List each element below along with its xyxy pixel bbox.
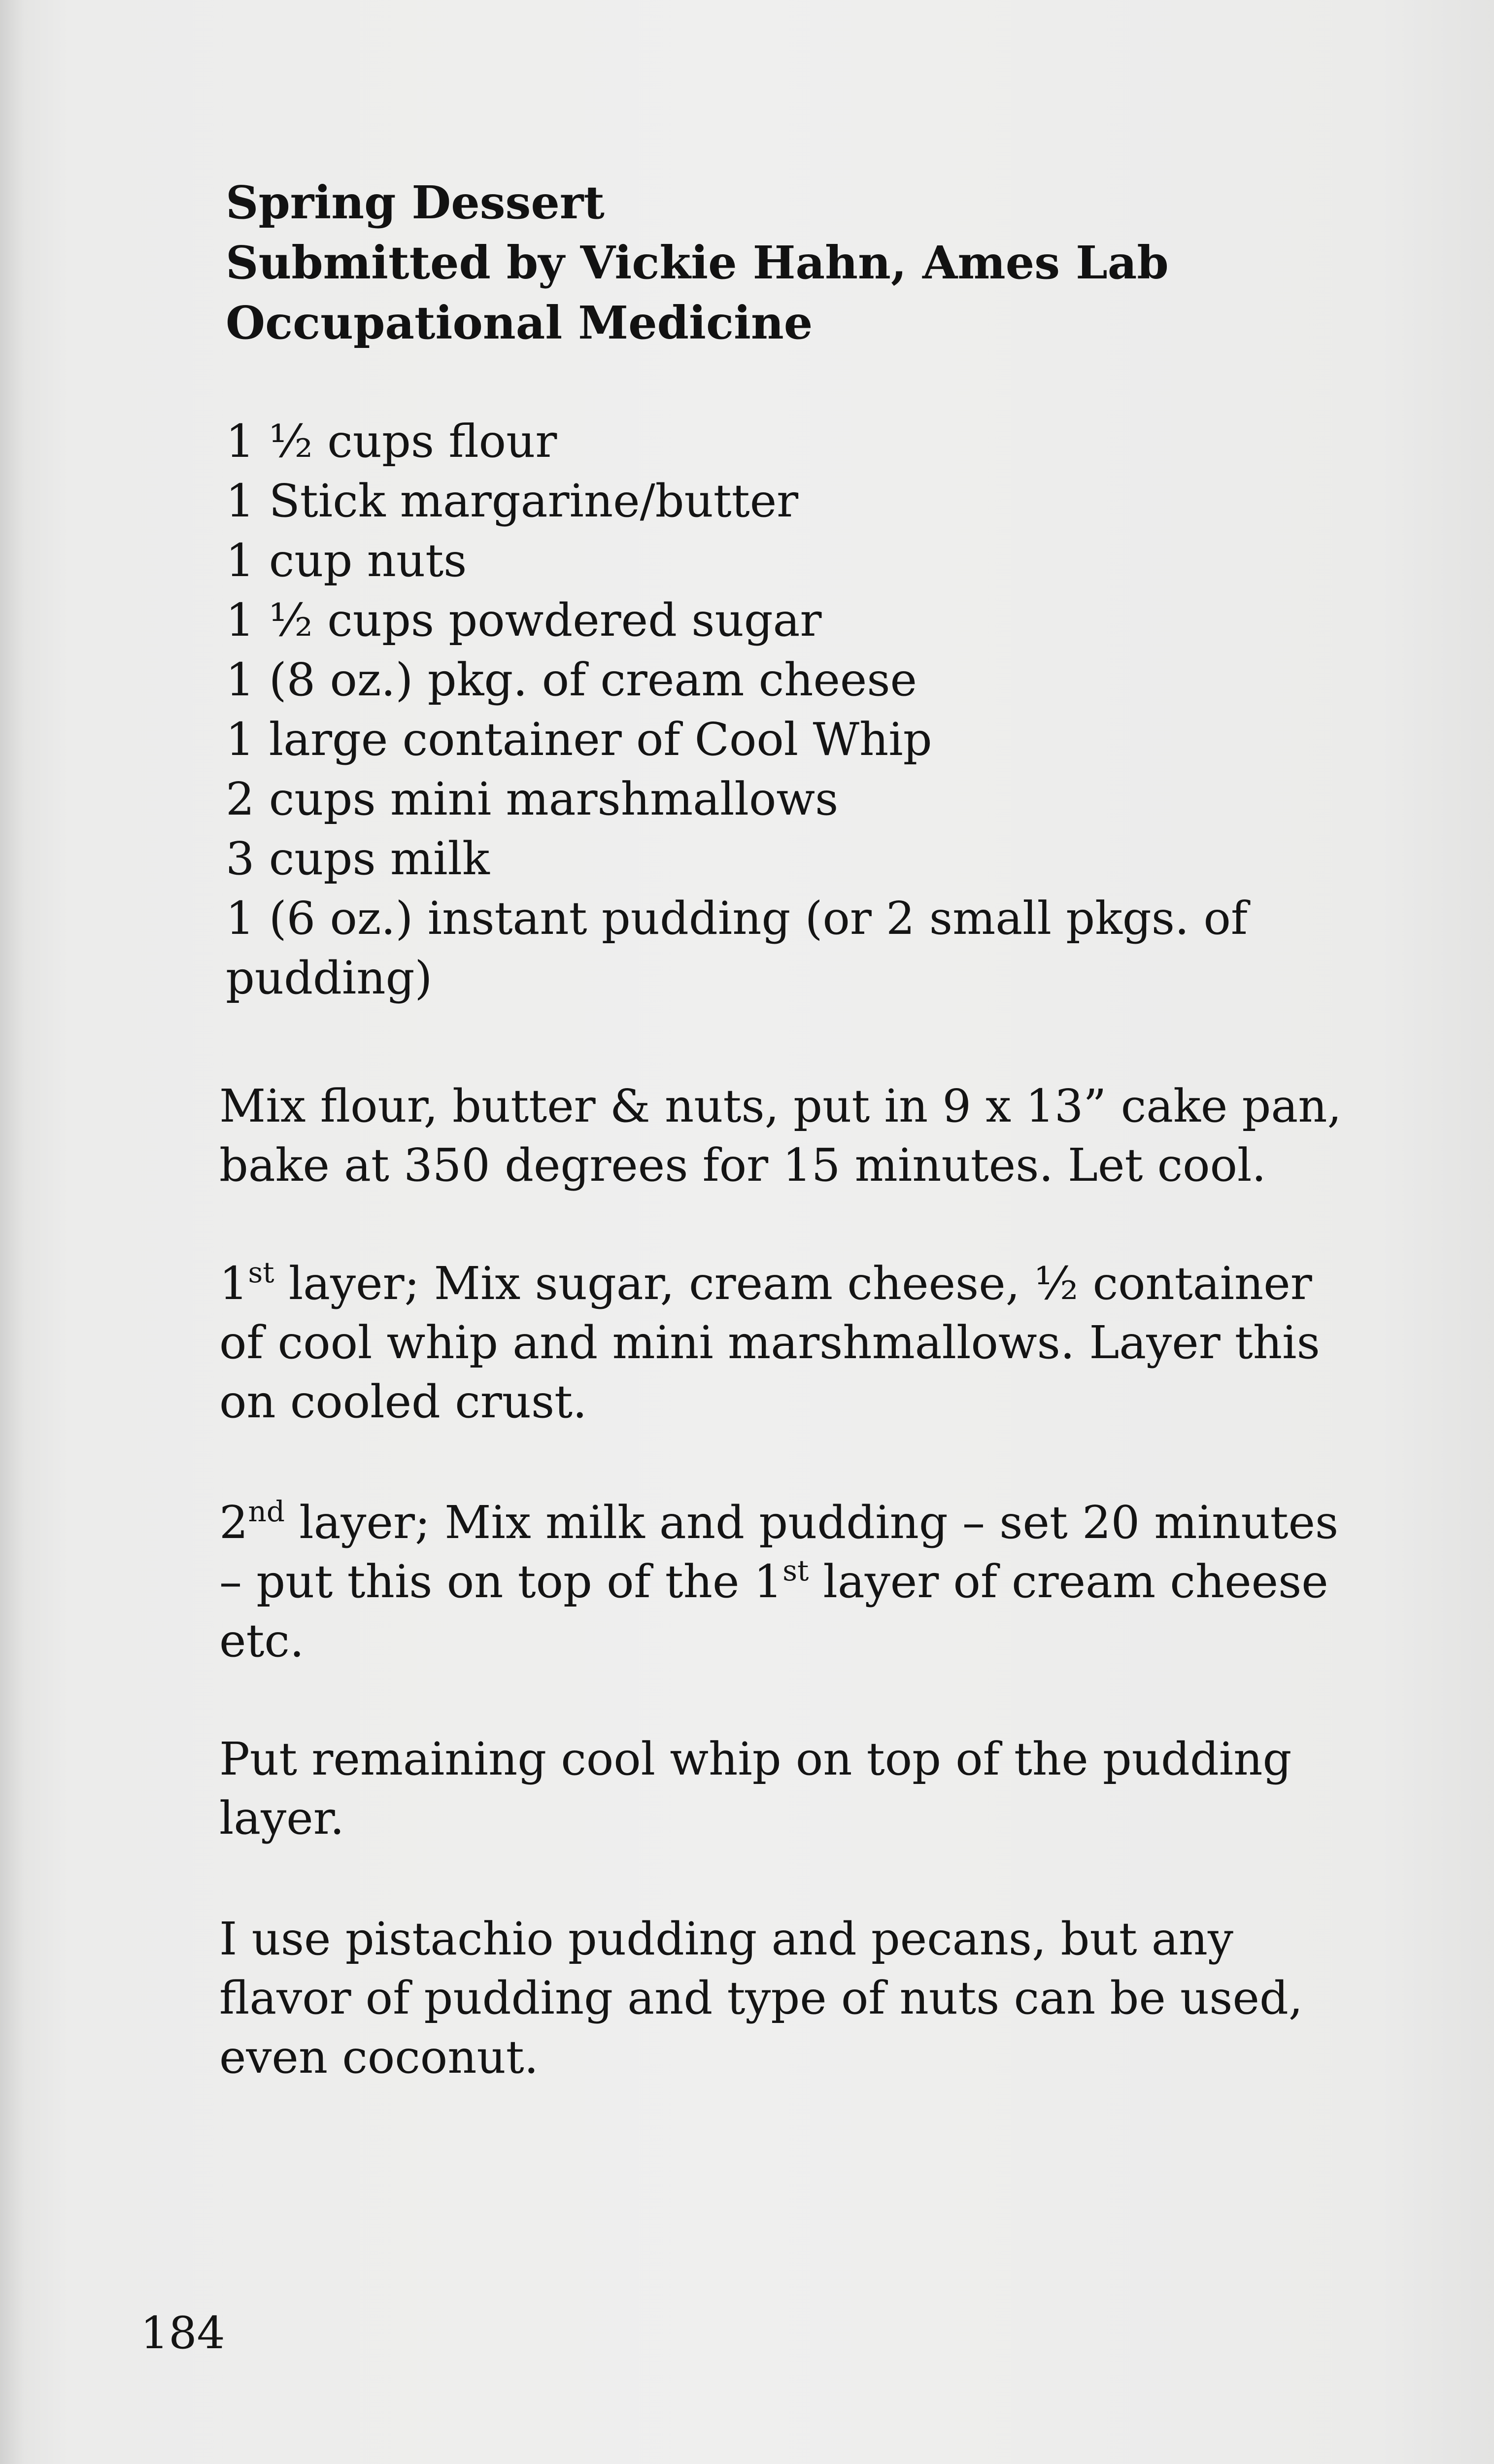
recipe-submitter: Submitted by Vickie Hahn, Ames Lab xyxy=(226,236,1169,289)
ingredient-line: 1 large container of Cool Whip xyxy=(226,713,932,766)
ingredient-line: 1 ½ cups powdered sugar xyxy=(226,594,822,647)
ordinal-suffix: st xyxy=(248,1256,274,1289)
instruction-line: Put remaining cool whip on top of the pudding xyxy=(219,1733,1292,1785)
instruction-line: of cool whip and mini marshmallows. Layer this xyxy=(219,1316,1320,1369)
first-layer-instructions xyxy=(219,1254,1320,1432)
ordinal-suffix: nd xyxy=(248,1495,285,1528)
instruction-line: on cooled crust. xyxy=(219,1375,587,1428)
ordinal-suffix: st xyxy=(782,1554,809,1587)
instruction-line: etc. xyxy=(219,1614,305,1667)
ingredient-line: pudding) xyxy=(226,952,433,1004)
note-line: even coconut. xyxy=(219,2031,539,2084)
ingredient-line: 1 (8 oz.) pkg. of cream cheese xyxy=(226,653,917,706)
instruction-text: layer of cream cheese xyxy=(809,1555,1328,1608)
topping-instructions xyxy=(219,1730,1291,1848)
page-spine-shadow xyxy=(0,0,25,2464)
instruction-text: layer; Mix sugar, cream cheese, ½ container xyxy=(274,1257,1312,1310)
note-line: flavor of pudding and type of nuts can be used, xyxy=(219,1972,1303,2024)
ingredient-line: 1 ½ cups flour xyxy=(226,415,557,468)
ingredient-line: 1 cup nuts xyxy=(226,534,467,587)
note-line: I use pistachio pudding and pecans, but any xyxy=(219,1913,1234,1965)
ingredient-line: 1 Stick margarine/butter xyxy=(226,475,799,527)
instruction-text: layer; Mix milk and pudding – set 20 minutes xyxy=(285,1496,1339,1549)
ingredient-line: 1 (6 oz.) instant pudding (or 2 small pkgs. of xyxy=(226,892,1248,945)
instruction-text: – put this on top of the 1 xyxy=(219,1555,783,1608)
ingredient-line: 3 cups milk xyxy=(226,832,490,885)
instruction-line: Mix flour, butter & nuts, put in 9 x 13” cake pan, xyxy=(219,1080,1342,1132)
ordinal-number: 2 xyxy=(219,1496,248,1549)
instruction-line: layer. xyxy=(219,1792,344,1845)
second-layer-instructions xyxy=(219,1493,1338,1671)
crust-instructions xyxy=(219,1077,1342,1195)
recipe-department: Occupational Medicine xyxy=(226,296,813,349)
ingredient-line: 2 cups mini marshmallows xyxy=(226,773,839,825)
page-number: 184 xyxy=(140,2307,225,2359)
instruction-line xyxy=(219,1552,1338,1611)
instruction-line xyxy=(219,1254,1320,1313)
ingredient-list xyxy=(226,411,1248,1008)
recipe-header xyxy=(226,172,1169,353)
recipe-title: Spring Dessert xyxy=(226,176,605,229)
recipe-note xyxy=(219,1910,1303,2087)
instruction-line xyxy=(219,1493,1338,1552)
ordinal-number: 1 xyxy=(219,1257,248,1310)
instruction-line: bake at 350 degrees for 15 minutes. Let cool. xyxy=(219,1139,1266,1192)
